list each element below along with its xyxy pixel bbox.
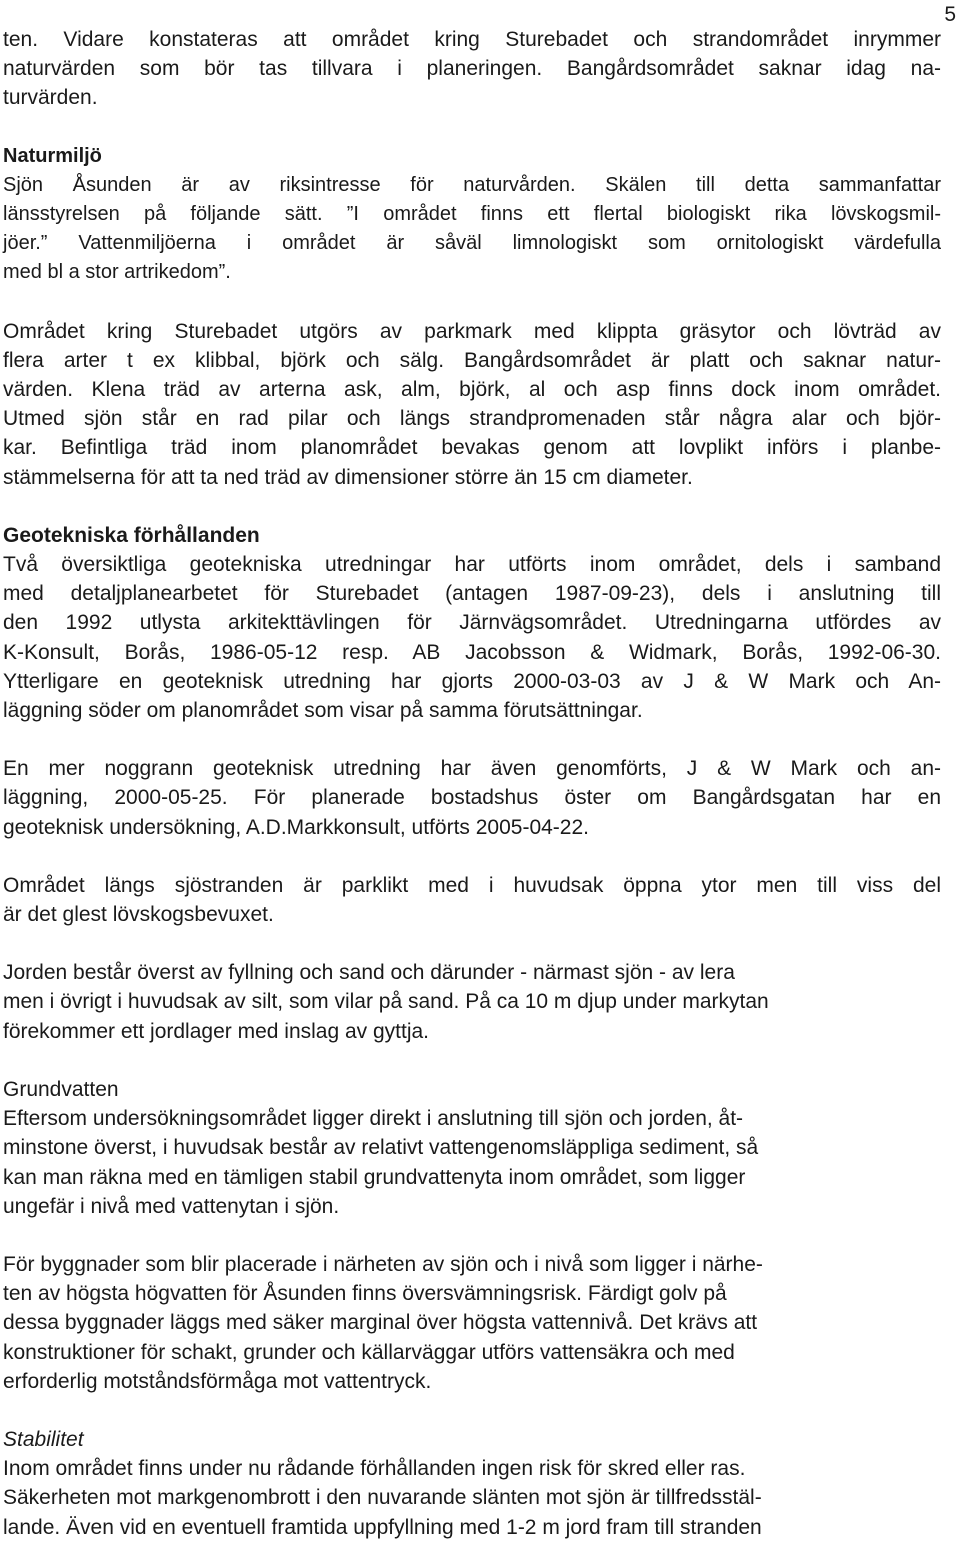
text-line: erforderlig motståndsförmåga mot vattentryck. xyxy=(3,1369,432,1393)
text-line: ungefär i nivå med vattenytan i sjön. xyxy=(3,1194,340,1218)
text-line: jöer.” Vattenmiljöerna i området är såväl limnologiskt som ornitologiskt värdefulla xyxy=(3,232,941,255)
text-line: minstone överst, i huvudsak består av relativt vattengenomsläppliga sediment, så xyxy=(3,1136,759,1160)
text-line: med detaljplanearbetet för Sturebadet (antagen 1987-09-23), dels i anslutning till xyxy=(3,582,941,606)
section-heading-naturmiljo: Naturmiljö xyxy=(3,144,102,167)
text-line: ten av högsta högvatten för Åsunden finns översvämningsrisk. Färdigt golv på xyxy=(3,1282,727,1306)
naturmiljo-section xyxy=(3,142,941,288)
text-line: Säkerheten mot markgenombrott i den nuvarande slänten mot sjön är tillfredsstäl- xyxy=(3,1486,762,1510)
text-line: läggning söder om planområdet som visar på samma förutsättningar. xyxy=(3,699,643,723)
section-heading-geoteknik: Geotekniska förhållanden xyxy=(3,523,260,547)
text-line: förekommer ett jordlager med inslag av gyttja. xyxy=(3,1019,430,1043)
geoteknik-paragraph-3 xyxy=(3,871,941,929)
text-line: med bl a stor artrikedom”. xyxy=(3,261,231,284)
section-heading-grundvatten: Grundvatten xyxy=(3,1077,119,1101)
grundvatten-section xyxy=(3,1075,941,1221)
text-line: länsstyrelsen på följande sätt. ”I området finns ett flertal biologiskt rika lövskogsmil- xyxy=(3,203,941,226)
section-heading-stabilitet: Stabilitet xyxy=(3,1427,84,1451)
text-line: kar. Befintliga träd inom planområdet bevakas genom att lovplikt införs i planbe- xyxy=(3,436,941,460)
text-line: läggning, 2000-05-25. För planerade bostadshus öster om Bangårdsgatan har en xyxy=(3,786,941,810)
text-line: men i övrigt i huvudsak av silt, som vilar på sand. På ca 10 m djup under markytan xyxy=(3,990,769,1014)
geoteknik-section xyxy=(3,521,941,725)
text-line: flera arter t ex klibbal, björk och sälg. Bangårdsområdet är platt och saknar natur- xyxy=(3,348,941,372)
text-line: Två översiktliga geotekniska utredningar har utförts inom området, dels i samband xyxy=(3,553,941,577)
text-line: Utmed sjön står en rad pilar och längs strandpromenaden står några alar och björ- xyxy=(3,407,941,431)
text-line: Eftersom undersökningsområdet ligger direkt i anslutning till sjön och jorden, åt- xyxy=(3,1107,744,1131)
text-line: naturvärden som bör tas tillvara i planeringen. Bangårdsområdet saknar idag na- xyxy=(3,57,941,81)
text-line: är det glest lövskogsbevuxet. xyxy=(3,903,274,927)
text-line: geoteknisk undersökning, A.D.Markkonsult, utförts 2005-04-22. xyxy=(3,815,589,839)
text-line: dessa byggnader läggs med säker marginal över högsta vattennivå. Det krävs att xyxy=(3,1311,758,1335)
text-line: kan man räkna med en tämligen stabil grundvattenyta inom området, som ligger xyxy=(3,1165,746,1189)
text-line: den 1992 utlysta arkitekttävlingen för Järnvägsområdet. Utredningarna utfördes av xyxy=(3,611,941,635)
text-line: värden. Klena träd av arterna ask, alm, björk, al och asp finns dock inom området. xyxy=(3,378,941,402)
text-line: ten. Vidare konstateras att området kring Sturebadet och strandområdet inrymmer xyxy=(3,28,941,51)
paragraph-gap xyxy=(3,1046,941,1075)
geoteknik-paragraph-2 xyxy=(3,754,941,842)
paragraph-gap xyxy=(3,113,941,142)
paragraph-gap xyxy=(3,842,941,871)
paragraph-gap xyxy=(3,492,941,521)
grundvatten-paragraph-2 xyxy=(3,1250,941,1396)
paragraph-gap xyxy=(3,1221,941,1250)
text-line: För byggnader som blir placerade i närheten av sjön och i nivå som ligger i närhe- xyxy=(3,1252,763,1276)
paragraph-gap xyxy=(3,288,941,317)
stabilitet-section xyxy=(3,1425,941,1542)
text-line: Sjön Åsunden är av riksintresse för naturvården. Skälen till detta sammanfattar xyxy=(3,173,941,196)
text-line: Området kring Sturebadet utgörs av parkmark med klippta gräsytor och lövträd av xyxy=(3,319,941,343)
text-line: Ytterligare en geoteknisk utredning har gjorts 2000-03-03 av J & W Mark och An- xyxy=(3,669,941,693)
paragraph-gap xyxy=(3,725,941,754)
naturmiljo-paragraph-2 xyxy=(3,317,941,492)
intro-paragraph xyxy=(3,25,941,113)
text-line: stämmelserna för att ta ned träd av dimensioner större än 15 cm diameter. xyxy=(3,465,693,489)
text-line: lande. Även vid en eventuell framtida uppfyllning med 1-2 m jord fram till stranden xyxy=(3,1515,762,1539)
text-line: Jorden består överst av fyllning och sand och därunder - närmast sjön - av lera xyxy=(3,961,735,985)
text-line: En mer noggrann geoteknisk utredning har även genomförts, J & W Mark och an- xyxy=(3,757,941,781)
geoteknik-paragraph-4 xyxy=(3,958,941,1046)
paragraph-gap xyxy=(3,1396,941,1425)
text-line: Området längs sjöstranden är parklikt med i huvudsak öppna ytor men till viss del xyxy=(3,873,941,897)
document-body xyxy=(3,25,941,1542)
paragraph-gap xyxy=(3,929,941,958)
text-line: Inom området finns under nu rådande förhållanden ingen risk för skred eller ras. xyxy=(3,1457,746,1481)
page-number: 5 xyxy=(944,3,956,26)
text-line: konstruktioner för schakt, grunder och källarväggar utförs vattensäkra och med xyxy=(3,1340,735,1364)
text-line: turvärden. xyxy=(3,86,98,110)
text-line: K-Konsult, Borås, 1986-05-12 resp. AB Jacobsson & Widmark, Borås, 1992-06-30. xyxy=(3,640,941,664)
